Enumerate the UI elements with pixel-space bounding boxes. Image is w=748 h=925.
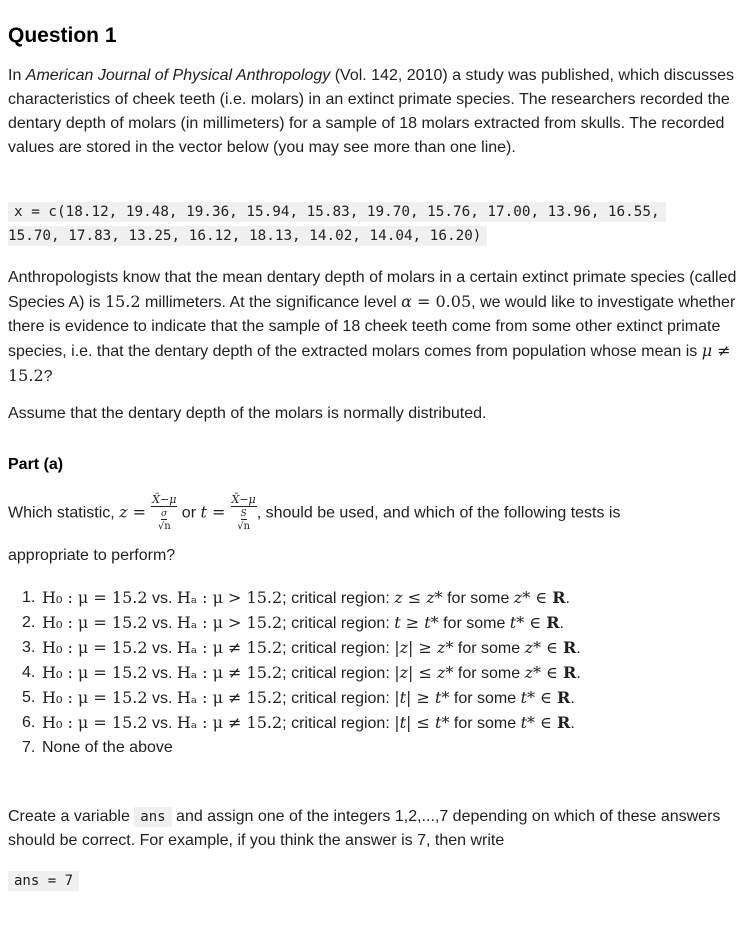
t-fraction: X̄−μ S √n	[231, 493, 256, 532]
option-1: 1. H₀ : μ = 15.2 vs. Hₐ : μ > 15.2; critical region: z ≤ z* for some z* ∈ R.	[22, 588, 570, 607]
t-symbol: t	[200, 502, 207, 522]
mu-symbol: μ	[701, 341, 713, 360]
appropriate-line: appropriate to perform?	[8, 547, 176, 564]
alpha-symbol: α	[401, 292, 412, 311]
hypothesis-paragraph: Anthropologists know that the mean dentary depth of molars in a certain extinct primate species (called Species A) is 15.2 millimeters. At the significance level α = 0.05, we would like to investigate whether there is evidence to indicate that the sample of 18 cheek teeth come from some other extinct primate species, i.e. that the dentary depth of the extracted molars comes from population whose mean is μ ≠ 15.2?	[8, 269, 737, 385]
code-line-1: x = c(18.12, 19.48, 19.36, 15.94, 15.83, 19.70, 15.76, 17.00, 13.96, 16.55,	[8, 200, 666, 224]
option-6: 6. H₀ : μ = 15.2 vs. Hₐ : μ ≠ 15.2; critical region: |t| ≤ t* for some t* ∈ R.	[22, 713, 575, 732]
normality-assumption: Assume that the dentary depth of the molars is normally distributed.	[8, 405, 487, 422]
z-fraction: X̄−μ σ √n	[152, 493, 177, 532]
answer-options-list	[8, 586, 581, 760]
example-code-block: ans = 7	[8, 871, 79, 891]
option-2: 2. H₀ : μ = 15.2 vs. Hₐ : μ > 15.2; critical region: t ≥ t* for some t* ∈ R.	[22, 613, 564, 632]
intro-rest: (Vol. 142, 2010) a study was published, which discusses characteristics of cheek teeth (i.e. molars) in an extinct primate species. The researchers recorded the dentary depth of molars (in millimeters) for a sample of 18 molars extracted from skulls. The recorded values are stored in the vector below (you may see more than one line).	[8, 67, 735, 156]
intro-prefix: In	[8, 67, 26, 84]
option-5: 5. H₀ : μ = 15.2 vs. Hₐ : μ ≠ 15.2; critical region: |t| ≥ t* for some t* ∈ R.	[22, 688, 575, 707]
data-vector-code	[8, 200, 666, 248]
z-symbol: z	[119, 502, 128, 522]
ans-inline-code: ans	[134, 807, 171, 827]
intro-paragraph	[8, 64, 738, 160]
which-statistic-line: Which statistic, z = X̄−μ σ √n or t = X̄−μ S √n , should be used, and which of the following tests is	[8, 493, 621, 532]
alpha-value: = 0.05	[411, 292, 472, 311]
code-line-2: 15.70, 17.83, 13.25, 16.12, 18.13, 14.02, 14.04, 16.20)	[8, 224, 666, 248]
option-3: 3. H₀ : μ = 15.2 vs. Hₐ : μ ≠ 15.2; critical region: |z| ≥ z* for some z* ∈ R.	[22, 638, 581, 657]
option-7: 7. None of the above	[22, 739, 173, 756]
journal-name: American Journal of Physical Anthropology	[25, 67, 331, 84]
create-variable-instructions: Create a variable ans and assign one of the integers 1,2,...,7 depending on which of these answers should be correct. For example, if you think the answer is 7, then write	[8, 808, 721, 849]
option-4: 4. H₀ : μ = 15.2 vs. Hₐ : μ ≠ 15.2; critical region: |z| ≤ z* for some z* ∈ R.	[22, 663, 581, 682]
part-a-title: Part (a)	[8, 456, 64, 473]
mean-value: 15.2	[104, 292, 141, 311]
question-title: Question 1	[8, 24, 117, 47]
mu-neq-value: ≠ 15.2	[8, 341, 731, 385]
